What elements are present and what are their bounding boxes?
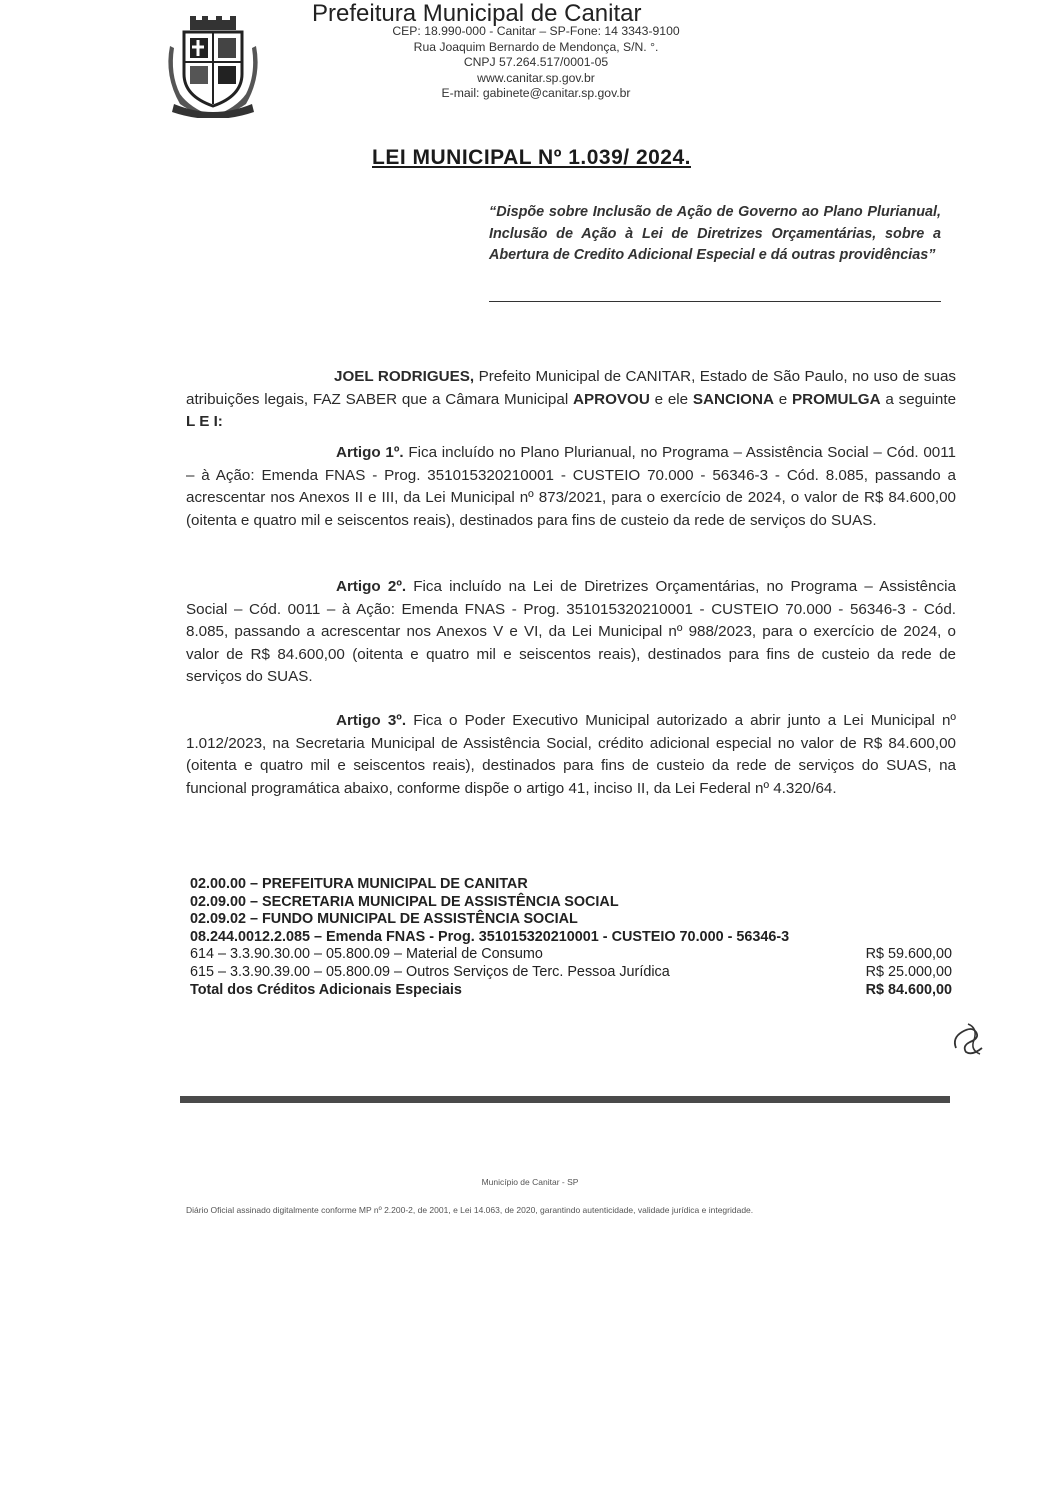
- budget-total-label: Total dos Créditos Adicionais Especiais: [190, 981, 462, 998]
- article-2-label: Artigo 2º.: [336, 578, 407, 595]
- budget-item-2: [190, 964, 952, 982]
- budget-line-2: [190, 894, 952, 912]
- promulga-word: PROMULGA: [791, 390, 881, 408]
- budget-line-3: [190, 911, 952, 929]
- budget-line-2-text: 02.09.00 – SECRETARIA MUNICIPAL DE ASSISTÊNCIA SOCIAL: [190, 893, 619, 910]
- aprovou-word: APROVOU: [573, 390, 650, 408]
- article-1: [186, 442, 956, 532]
- preamble-text-1: Prefeito Municipal de CANITAR, Estado de São Paulo, no uso de suas atribuições legais, FAZ SABER que a Câmara Municipal: [186, 368, 957, 408]
- budget-total: [190, 982, 952, 1000]
- org-name: Prefeitura Municipal de Canitar: [312, 0, 642, 27]
- mayor-name: JOEL RODRIGUES,: [334, 368, 475, 385]
- article-2-text: Fica incluído na Lei de Diretrizes Orçamentárias, no Programa – Assistência Social – Cód. 0011 – à Ação: Emenda FNAS - Prog. 351015320210001 - CUSTEIO 70.000 - 56346-3 - Cód. 8.085, passando a acrescentar nos Anexos V e VI, da Lei Municipal nº 988/2023, para o exercício de 2024, o valor de R$ 84.600,00 (oitenta e quatro mil e seiscentos reais), destinados para fins de custeio da rede de serviços do SUAS.: [186, 578, 956, 686]
- cep-line: CEP: 18.990-000 - Canitar – SP-Fone: 14 3343-9100: [392, 24, 680, 38]
- article-2: [186, 576, 956, 689]
- footer-municipality: Município de Canitar - SP: [481, 1177, 579, 1187]
- article-3-text: Fica o Poder Executivo Municipal autorizado a abrir junto a Lei Municipal nº 1.012/2023, na Secretaria Municipal de Assistência Social, crédito adicional especial no valor de R$ 84.600,00 (oitenta e quatro mil e seiscentos reais), destinados para fins de custeio da rede de serviços do SUAS, na funcional programática abaixo, conforme dispõe o artigo 41, inciso II, da Lei Federal nº 4.320/64.: [186, 712, 956, 797]
- budget-item-1-value: R$ 59.600,00: [865, 946, 952, 963]
- address-line: Rua Joaquim Bernardo de Mendonça, S/N. °.: [413, 39, 659, 54]
- budget-item-1-desc: 614 – 3.3.90.30.00 – 05.800.09 – Material de Consumo: [190, 946, 543, 963]
- budget-total-value: R$ 84.600,00: [865, 981, 952, 998]
- lei-word: L E I:: [186, 413, 223, 431]
- cnpj-line: CNPJ 57.264.517/0001-05: [463, 55, 609, 70]
- article-1-text: Fica incluído no Plano Plurianual, no Programa – Assistência Social – Cód. 0011 – à Ação: Emenda FNAS - Prog. 351015320210001 - CUSTEIO 70.000 - 56346-3 - Cód. 8.085, passando a acrescentar nos Anexos II e III, da Lei Municipal nº 873/2021, para o exercício de 2024, o valor de R$ 84.600,00 (oitenta e quatro mil e seiscentos reais), destinados para fins de custeio da rede de serviços do SUAS.: [186, 444, 956, 529]
- footer-signature-note: Diário Oficial assinado digitalmente conforme MP nº 2.200-2, de 2001, e Lei 14.063, de 2020, garantindo autenticidade, validade jurídica e integridade.: [186, 1205, 754, 1215]
- signature-initials-icon: [948, 1018, 988, 1058]
- org-contact-block: [356, 24, 716, 102]
- coat-of-arms-icon: [160, 16, 266, 118]
- budget-line-4-text: 08.244.0012.2.085 – Emenda FNAS - Prog. 351015320210001 - CUSTEIO 70.000 - 56346-3: [190, 928, 790, 945]
- preamble-text-2: e ele: [649, 390, 693, 408]
- budget-item-1: [190, 946, 952, 964]
- budget-item-2-value: R$ 25.000,00: [865, 963, 952, 980]
- budget-allocation: [190, 876, 952, 999]
- preamble-text-4: a seguinte: [880, 390, 957, 408]
- budget-line-3-text: 02.09.02 – FUNDO MUNICIPAL DE ASSISTÊNCIA SOCIAL: [190, 911, 578, 928]
- ementa-underline: [489, 301, 941, 302]
- article-3: [186, 710, 956, 800]
- preamble-text-3: e: [773, 390, 792, 408]
- sanciona-word: SANCIONA: [692, 390, 774, 408]
- budget-line-1: [190, 876, 952, 894]
- article-3-label: Artigo 3º.: [336, 712, 407, 729]
- budget-line-1-text: 02.00.00 – PREFEITURA MUNICIPAL DE CANITAR: [190, 876, 528, 892]
- horizontal-rule: [180, 1096, 950, 1103]
- budget-item-2-desc: 615 – 3.3.90.39.00 – 05.800.09 – Outros Serviços de Terc. Pessoa Jurídica: [190, 963, 670, 980]
- ementa: “Dispõe sobre Inclusão de Ação de Governo ao Plano Plurianual, Inclusão de Ação à Lei de Diretrizes Orçamentárias, sobre a Abertura de Credito Adicional Especial e dá outras providências”: [489, 204, 941, 263]
- website-line: www.canitar.sp.gov.br: [477, 70, 595, 85]
- email-line: E-mail: gabinete@canitar.sp.gov.br: [441, 86, 631, 101]
- preamble-paragraph: [186, 366, 956, 434]
- law-title: LEI MUNICIPAL Nº 1.039/ 2024.: [372, 146, 691, 169]
- budget-line-4: [190, 929, 952, 947]
- article-1-label: Artigo 1º.: [336, 444, 404, 461]
